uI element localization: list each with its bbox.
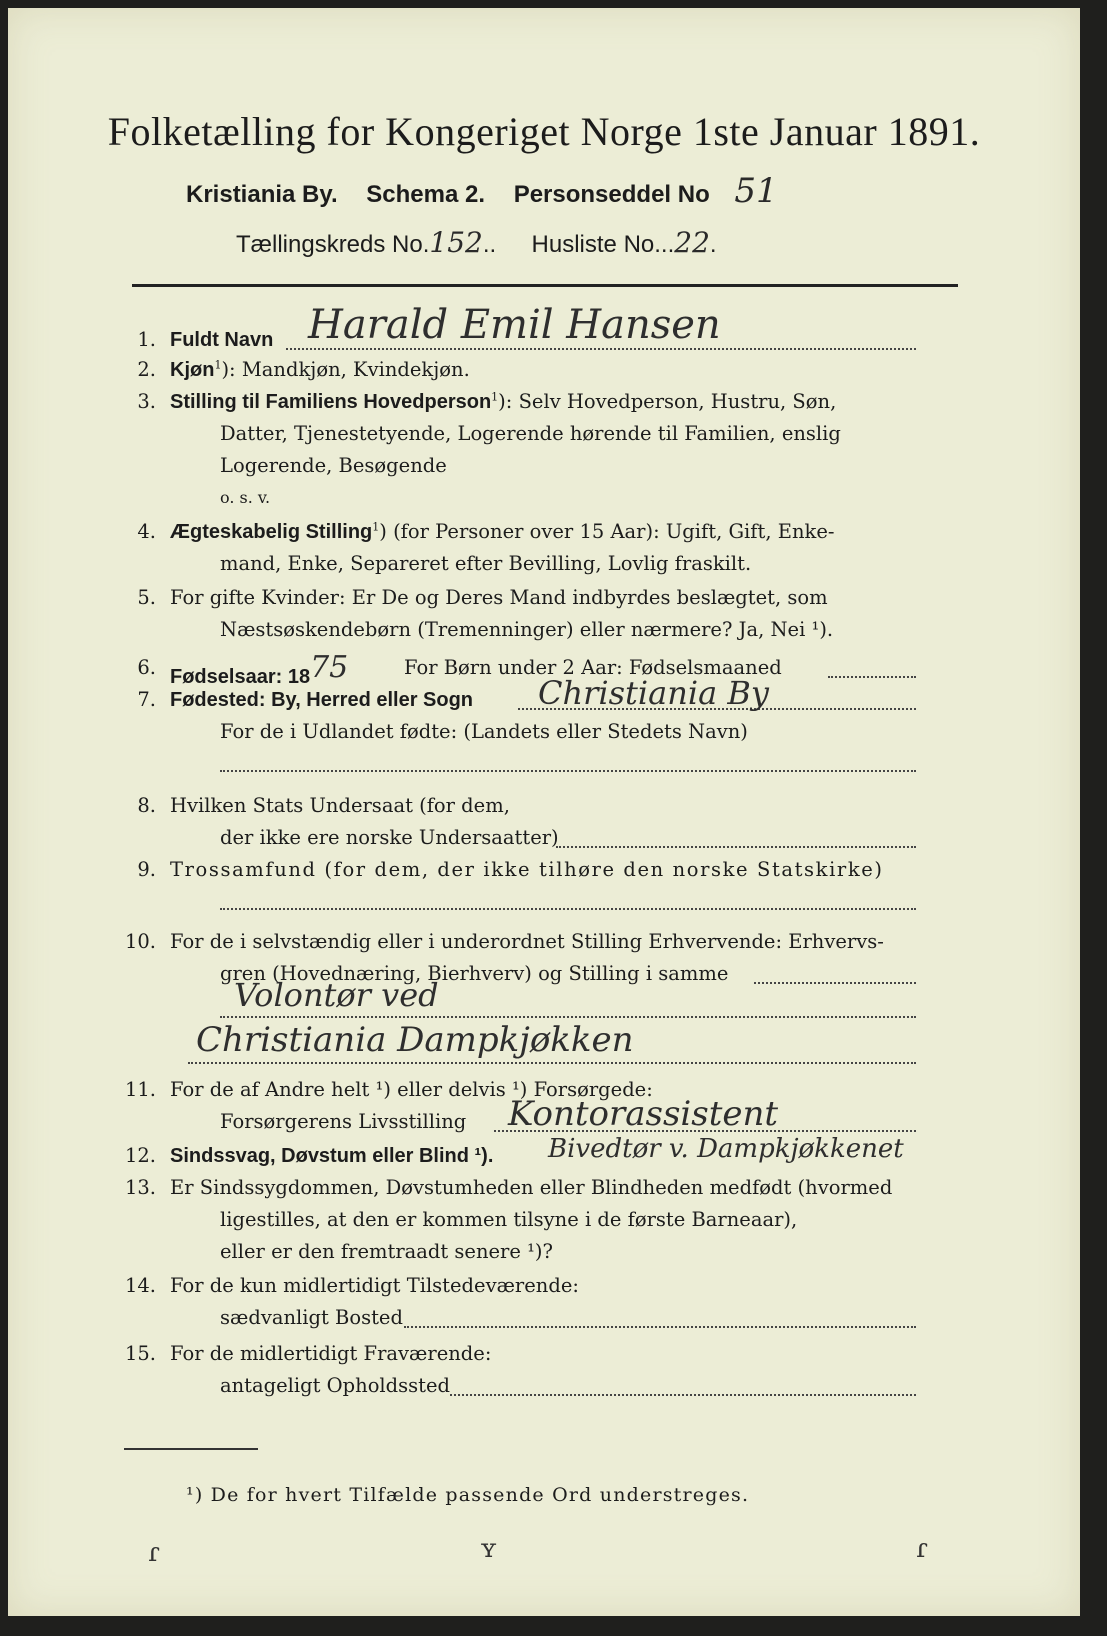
marital-status-options[interactable]: (for Personer over 15 Aar): Ugift, Gift, Enke-: [393, 520, 835, 543]
occupation-field-line2[interactable]: Christiania Dampkjøkken: [196, 1020, 634, 1060]
header-divider: [132, 284, 958, 287]
registration-mark-right: ɾ: [916, 1534, 928, 1564]
religion-field[interactable]: [220, 908, 916, 910]
kreds-label: Tællingskreds No.: [236, 231, 430, 258]
registration-mark-left: ɾ: [148, 1538, 160, 1568]
disability-field[interactable]: Bivedtør v. Dampkjøkkenet: [548, 1134, 904, 1164]
footnote: ¹) De for hvert Tilfælde passende Ord understreges.: [186, 1484, 750, 1506]
citizenship-field[interactable]: [556, 846, 916, 848]
husliste-number[interactable]: 22: [674, 226, 710, 259]
form-title: Folketælling for Kongeriget Norge 1ste Januar 1891.: [107, 109, 981, 154]
probable-residence-field[interactable]: [450, 1394, 916, 1396]
provider-occupation-field[interactable]: Kontorassistent: [508, 1094, 779, 1134]
full-name-field[interactable]: Harald Emil Hansen: [308, 302, 721, 348]
personseddel-number[interactable]: 51: [734, 171, 778, 211]
usual-residence-field[interactable]: [404, 1326, 916, 1328]
city-label: Kristiania By.: [186, 181, 338, 208]
husliste-label: Husliste No.: [531, 231, 661, 258]
family-position-options[interactable]: Selv Hovedperson, Hustru, Søn,: [518, 390, 837, 413]
personseddel-label: Personseddel No: [513, 181, 710, 208]
birth-year-field[interactable]: 75: [310, 650, 349, 685]
form-subtitle: [186, 171, 778, 211]
kreds-number[interactable]: 152: [429, 226, 483, 259]
footnote-divider: [124, 1448, 258, 1450]
occupation-field-line1[interactable]: Volontør ved: [234, 976, 439, 1014]
gender-options[interactable]: Mandkjøn, Kvindekjøn.: [241, 358, 470, 381]
district-line: Tællingskreds No.152.. Husliste No...22.: [236, 226, 717, 259]
registration-mark-center: ʏ: [480, 1534, 498, 1564]
birthplace-field[interactable]: Christiania By: [538, 674, 769, 712]
census-form-page: Folketælling for Kongeriget Norge 1ste Januar 1891. Kristiania By. Schema 2. Personseddel No 51 Tællingskreds No.152.. Husliste No...22. 1. Fuldt Navn Harald Emil Hansen 2. Kjøn$^1$): Mandkjøn, Kvindekjøn. 3. Stilling til Familiens Hovedperson$^1$): Selv Hovedperson, Hustru, Søn, Datter, Tjenestetyende, Logerende hørende til Familien, enslig Logerende, Besøgende o. s. v. 4. Ægteskabelig Stilling$^1$) (for Personer over 15 Aar): Ugift, Gift, Enke- mand, Enke, Separeret efter Bevilling, Lovlig fraskilt. 5. For gifte Kvinder: Er De og Deres Mand indbyrdes beslægtet, som Næstsøskendebørn (Tremenninger) eller nærmere? Ja, Nei ¹). 6. Fødselsaar: 1875 For Børn under 2 Aar: Fødselsmaaned 7. Fødested: By, Herred eller Sogn Christiania By For de i Udlandet fødte: (Landets eller Stedets Navn) 8. Hvilken Stats Undersaat (for dem, der ikke ere norske Undersaatter) 9. Trossamfund (for dem, der ikke tilhøre den norske Statskirke) 10. For de i selvstændig eller i underordnet Stilling Erhvervende: Erhvervs- gren (Hovednæring, Bierhverv) og Stilling i samme Volontør ved Christiania Dampkjøkken 11. For de af Andre helt ¹) eller delvis ¹) Forsørgede: Forsørgerens Livsstilling Kontorassistent 12. Sindssvag, Døvstum eller Blind ¹). Bivedtør v. Dampkjøkkenet 13. Er Sindssygdommen, Døvstumheden eller Blindheden medfødt (hvormed ligestilles, at den er kommen tilsyne i de første Barneaar), eller er den fremtraadt senere ¹)? 14. For de kun midlertidigt Tilstedeværende: sædvanligt Bosted 15. For de midlertidigt Fraværende: antageligt Opholdssted ¹) De for hvert Tilfælde passende Ord understreges. ɾ ʏ ɾ: [8, 8, 1080, 1616]
schema-label: Schema 2.: [366, 181, 486, 208]
